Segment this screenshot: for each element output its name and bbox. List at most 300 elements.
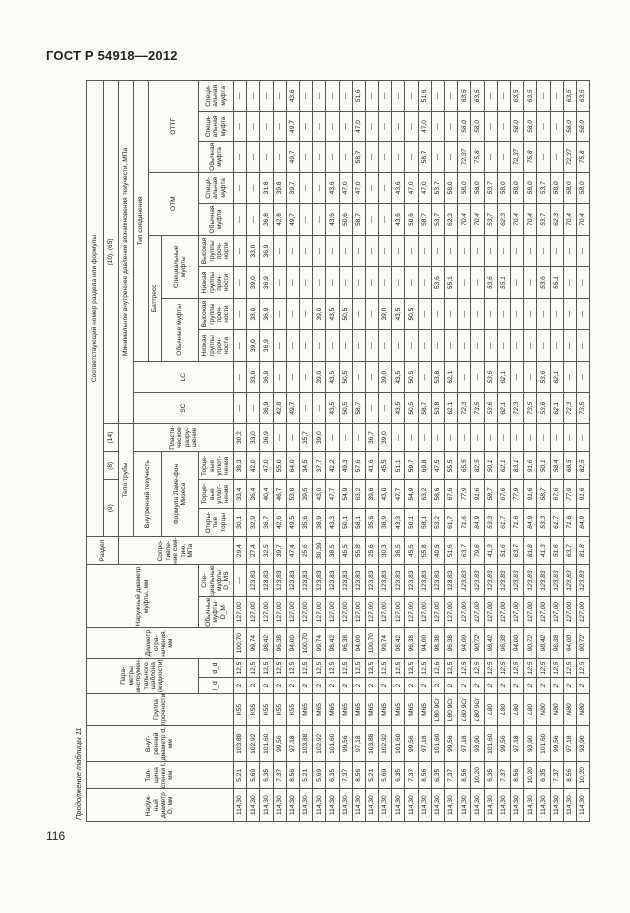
hdr-sec-9: (9)	[104, 480, 119, 537]
table-cell: —	[484, 235, 497, 267]
table-cell: —	[524, 423, 537, 451]
table-cell: —	[339, 423, 352, 451]
table-cell: —	[445, 235, 458, 267]
table-cell: —	[286, 330, 299, 362]
table-cell: 7,37	[445, 762, 458, 789]
table-cell: —	[339, 81, 352, 112]
table-cell: 100,70	[234, 628, 247, 658]
table-cell: 37,7	[313, 452, 326, 480]
hdr-otg-special-2: Специальная муфта	[199, 81, 234, 112]
table-cell: 50,1	[537, 452, 550, 480]
table-cell: 49,7	[286, 393, 299, 423]
table-row	[405, 81, 418, 822]
table-cell: 43,0	[379, 480, 392, 508]
table-cell: 42,8	[273, 204, 286, 236]
table-cell: —	[576, 361, 589, 393]
table-cell: 2	[392, 678, 405, 693]
table-cell: 123,83	[524, 565, 537, 597]
table-cell: 94,00	[458, 628, 471, 658]
table-cell: —	[365, 298, 378, 330]
table-cell: 63,5	[576, 81, 589, 112]
hdr-otm-regular: Обычная муфта	[199, 204, 234, 236]
table-cell: М65	[392, 693, 405, 726]
table-cell: 39,0	[379, 298, 392, 330]
hdr-otm: ОТМ	[149, 172, 199, 235]
table-row	[299, 81, 312, 822]
hdr-section: Раздел	[87, 537, 119, 565]
table-cell: —	[379, 393, 392, 423]
table-cell: 63,7	[458, 537, 471, 565]
table-cell: 127,00	[299, 596, 312, 628]
table-cell: —	[418, 267, 431, 299]
table-cell: 114,30	[458, 789, 471, 822]
table-cell: 73,5	[576, 393, 589, 423]
table-cell: —	[234, 565, 247, 597]
table-cell: 96,38	[273, 628, 286, 658]
table-cell: 54,9	[339, 480, 352, 508]
table-cell: —	[260, 111, 273, 141]
table-cell: 50,6	[405, 204, 418, 236]
table-cell: 12,5	[392, 658, 405, 678]
table-cell: —	[234, 361, 247, 393]
table-cell: 47,0	[260, 452, 273, 480]
table-cell: —	[550, 142, 563, 172]
table-cell: 53,3	[484, 508, 497, 536]
table-cell: —	[418, 330, 431, 362]
table-cell: —	[497, 235, 510, 267]
table-cell: —	[471, 298, 484, 330]
table-cell: 33,0	[247, 298, 260, 330]
table-cell: 101,60	[326, 726, 339, 762]
table-cell: —	[379, 267, 392, 299]
table-cell: —	[247, 393, 260, 423]
table-cell: 39,0	[313, 298, 326, 330]
table-cell: 63,2	[418, 480, 431, 508]
table-cell: 36,9	[260, 267, 273, 299]
table-cell: —	[537, 81, 550, 112]
table-cell: 72,37	[510, 142, 523, 172]
table-row	[524, 81, 537, 822]
table-cell: 123,83	[247, 565, 260, 597]
table-cell: 53,7	[484, 172, 497, 204]
table-cell: 47,0	[418, 111, 431, 141]
table-cell: 55,1	[445, 267, 458, 299]
table-cell: 98,42	[260, 628, 273, 658]
table-cell: 42,6	[273, 508, 286, 536]
table-cell: —	[405, 235, 418, 267]
table-cell: 50,1	[484, 452, 497, 480]
table-cell: 127,00	[405, 596, 418, 628]
table-cell: 114,30	[392, 789, 405, 822]
table-cell: —	[445, 111, 458, 141]
table-cell: —	[510, 423, 523, 451]
table-cell: 97,18	[510, 726, 523, 762]
table-cell: —	[247, 172, 260, 204]
table-cell: 114,30	[247, 789, 260, 822]
hdr-collapse: Сопротивление смятию, МПа	[119, 537, 234, 565]
table-cell: М65	[379, 693, 392, 726]
table-cell: 50,5	[339, 361, 352, 393]
table-cell: 114,30	[431, 789, 444, 822]
table-cell: 45,5	[379, 452, 392, 480]
hdr-min-internal-yield: Минимальное внутреннее давление возникновения текучести, МПа	[119, 81, 134, 424]
table-cell: К55	[286, 693, 299, 726]
table-cell: 39,5	[299, 480, 312, 508]
table-cell: 36,5	[326, 537, 339, 565]
table-cell: —	[458, 235, 471, 267]
table-cell: 36,9	[260, 393, 273, 423]
table-cell: 63,5	[563, 81, 576, 112]
table-cell: 43,0	[313, 480, 326, 508]
hdr-lc: LC	[134, 361, 234, 393]
table-cell: 127,00	[273, 596, 286, 628]
table-cell: 96,38	[339, 628, 352, 658]
table-cell: —	[550, 298, 563, 330]
table-cell: 2	[260, 678, 273, 693]
table-cell: 53,8	[431, 361, 444, 393]
table-cell: 90,72	[576, 628, 589, 658]
table-cell: 58,0	[576, 172, 589, 204]
hdr-coupling-special: Специальные муфты D_MS	[199, 565, 234, 597]
table-cell: 62,1	[497, 452, 510, 480]
table-cell: —	[379, 81, 392, 112]
table-cell: 5,69	[379, 762, 392, 789]
table-cell: 12,5	[497, 658, 510, 678]
table-cell: 91,6	[471, 480, 484, 508]
table-cell: 49,5	[286, 508, 299, 536]
table-cell: —	[405, 111, 418, 141]
table-cell: 50,5	[405, 298, 418, 330]
table-cell: —	[576, 267, 589, 299]
table-cell: —	[365, 142, 378, 172]
table-cell: —	[431, 142, 444, 172]
table-cell: 12,5	[563, 658, 576, 678]
table-cell: 102,92	[379, 726, 392, 762]
table-cell: 53,7	[431, 172, 444, 204]
table-cell: 58,4	[550, 452, 563, 480]
table-cell: 2	[497, 678, 510, 693]
table-cell: 35,6	[299, 508, 312, 536]
table-cell: 2	[273, 678, 286, 693]
table-cell: 47,0	[418, 172, 431, 204]
table-cell: —	[299, 298, 312, 330]
table-cell: —	[365, 330, 378, 362]
table-cell: —	[537, 142, 550, 172]
table-cell: L80	[510, 693, 523, 726]
rotated-table-area	[72, 80, 587, 822]
table-cell: —	[458, 330, 471, 362]
table-cell: 123,83	[299, 565, 312, 597]
table-cell: 55,0	[273, 452, 286, 480]
table-cell: 58,0	[576, 111, 589, 141]
table-cell: 2	[365, 678, 378, 693]
table-cell: 39,0	[379, 361, 392, 393]
table-cell: 33,0	[247, 361, 260, 393]
table-cell: 58,6	[431, 480, 444, 508]
table-cell: 59,7	[405, 452, 418, 480]
table-cell: —	[524, 235, 537, 267]
table-cell: 127,00	[497, 596, 510, 628]
table-cell: 100,70	[299, 628, 312, 658]
table-cell: 36,9	[260, 298, 273, 330]
hdr-thread-type: Тип соединения	[134, 81, 149, 362]
table-cell: —	[563, 235, 576, 267]
table-cell: 12,5	[339, 658, 352, 678]
table-cell: —	[247, 142, 260, 172]
table-cell: 53,8	[286, 480, 299, 508]
table-cell: 58,0	[497, 172, 510, 204]
table-cell: 51,6	[352, 81, 365, 112]
hdr-rupture: Пластическое разрушение	[134, 423, 234, 451]
table-cell: 127,00	[313, 596, 326, 628]
table-cell: 93,90	[524, 726, 537, 762]
table-cell: —	[234, 267, 247, 299]
table-row	[484, 81, 497, 822]
table-cell: —	[352, 235, 365, 267]
table-cell: 101,60	[484, 726, 497, 762]
table-cell: 34,5	[299, 452, 312, 480]
table-row	[326, 81, 339, 822]
table-cell: —	[247, 111, 260, 141]
table-cell: L80 9Cr	[471, 693, 484, 726]
table-row	[418, 81, 431, 822]
table-row	[458, 81, 471, 822]
table-cell: 2	[418, 678, 431, 693]
table-cell: 58,0	[458, 172, 471, 204]
table-cell: —	[471, 423, 484, 451]
table-cell: —	[365, 235, 378, 267]
table-cell: 12,5	[550, 658, 563, 678]
table-row	[247, 81, 260, 822]
table-cell: 38,9	[379, 508, 392, 536]
table-cell: 123,83	[510, 565, 523, 597]
table-cell: 25,6	[365, 537, 378, 565]
table-cell: 6,35	[537, 762, 550, 789]
table-row	[313, 81, 326, 822]
table-cell: —	[339, 330, 352, 362]
hdr-end-open: Открытые торцы	[199, 508, 234, 536]
table-cell: —	[576, 330, 589, 362]
table-cell: —	[286, 235, 299, 267]
table-cell: —	[484, 142, 497, 172]
table-row	[576, 81, 589, 822]
table-cell: К55	[260, 693, 273, 726]
table-cell: —	[550, 423, 563, 451]
table-cell: 70,4	[510, 204, 523, 236]
table-cell: 12,5	[313, 658, 326, 678]
rotated-table-content	[72, 80, 587, 822]
table-cell: —	[497, 111, 510, 141]
table-cell: —	[286, 361, 299, 393]
table-cell: 70,4	[576, 204, 589, 236]
table-cell: —	[273, 423, 286, 451]
table-cell: 47,7	[392, 480, 405, 508]
table-cell: 39,8	[273, 172, 286, 204]
table-cell: 6,35	[260, 762, 273, 789]
table-cell: 96,38	[405, 628, 418, 658]
table-cell: —	[247, 204, 260, 236]
table-cell: 62,3	[550, 204, 563, 236]
table-cell: 45,5	[405, 537, 418, 565]
table-cell: 63,5	[471, 81, 484, 112]
table-cell: —	[234, 393, 247, 423]
table-row	[234, 81, 247, 822]
table-cell: 2	[326, 678, 339, 693]
table-cell: —	[576, 423, 589, 451]
table-cell: 2	[431, 678, 444, 693]
table-cell: 51,6	[445, 537, 458, 565]
table-cell: —	[431, 81, 444, 112]
table-cell: —	[365, 393, 378, 423]
page-number: 116	[46, 829, 66, 843]
table-cell: 99,56	[497, 726, 510, 762]
table-cell: 49,7	[286, 111, 299, 141]
table-cell: —	[339, 235, 352, 267]
table-cell: —	[273, 267, 286, 299]
table-cell: —	[484, 330, 497, 362]
table-cell: —	[365, 111, 378, 141]
table-cell: —	[550, 81, 563, 112]
table-cell: —	[299, 393, 312, 423]
table-cell: 68,5	[563, 452, 576, 480]
table-cell: —	[392, 330, 405, 362]
table-cell: 50,1	[405, 508, 418, 536]
table-cell: L80 9Cr	[445, 693, 458, 726]
table-cell: 114,30	[497, 789, 510, 822]
table-cell: 114,30	[313, 789, 326, 822]
table-cell: 70,4	[458, 204, 471, 236]
table-cell: 47,0	[352, 111, 365, 141]
table-cell: 58,0	[471, 111, 484, 141]
table-cell: 6,35	[431, 762, 444, 789]
table-cell: —	[365, 204, 378, 236]
table-cell: 127,00	[286, 596, 299, 628]
table-cell: —	[510, 298, 523, 330]
table-cell: 2	[247, 678, 260, 693]
table-cell: —	[326, 330, 339, 362]
table-cell: М65	[339, 693, 352, 726]
table-cell: —	[576, 298, 589, 330]
table-cell: 29,4	[234, 537, 247, 565]
table-cell: 96,38	[550, 628, 563, 658]
table-cell: —	[431, 298, 444, 330]
table-cell: 67,6	[445, 480, 458, 508]
table-cell: 79,6	[471, 537, 484, 565]
table-cell: 114,30	[445, 789, 458, 822]
table-cell: 53,8	[431, 393, 444, 423]
table-cell: 77,9	[458, 480, 471, 508]
table-cell: М65	[352, 693, 365, 726]
table-cell: N80	[537, 693, 550, 726]
table-cell: 12,6	[431, 658, 444, 678]
table-cell: 38,9	[313, 508, 326, 536]
table-cell: 114,30	[352, 789, 365, 822]
table-cell: —	[537, 330, 550, 362]
table-cell: —	[313, 142, 326, 172]
table-cell: 54,9	[405, 480, 418, 508]
table-cell: 12,5	[484, 658, 497, 678]
table-cell: —	[471, 267, 484, 299]
table-cell: 58,0	[458, 111, 471, 141]
table-cell: 62,3	[445, 204, 458, 236]
table-cell: —	[365, 361, 378, 393]
table-cell: 53,7	[537, 204, 550, 236]
table-cell: 43,6	[326, 172, 339, 204]
table-cell: 58,7	[418, 393, 431, 423]
table-row	[510, 81, 523, 822]
table-cell: 50,6	[339, 204, 352, 236]
table-cell: —	[234, 298, 247, 330]
table-cell: 101,60	[431, 726, 444, 762]
table-cell: 39,0	[247, 267, 260, 299]
table-cell: 83,1	[510, 452, 523, 480]
table-cell: 6,35	[484, 762, 497, 789]
table-cell: 32,5	[260, 537, 273, 565]
table-cell: —	[379, 330, 392, 362]
table-cell: 63,5	[510, 81, 523, 112]
table-cell: 7,37	[497, 762, 510, 789]
table-row	[365, 81, 378, 822]
table-cell: 72,37	[458, 142, 471, 172]
table-cell: 58,0	[471, 172, 484, 204]
table-cell: —	[445, 330, 458, 362]
table-cell: 62,1	[497, 361, 510, 393]
table-cell: —	[273, 298, 286, 330]
table-cell: 53,7	[537, 172, 550, 204]
table-cell: —	[299, 142, 312, 172]
table-cell: 94,00	[418, 628, 431, 658]
table-cell: 123,83	[418, 565, 431, 597]
table-cell: 53,6	[537, 393, 550, 423]
table-cell: —	[273, 361, 286, 393]
table-cell: 81,8	[576, 537, 589, 565]
table-cell: 94,00	[286, 628, 299, 658]
table-cell: 36,9	[260, 235, 273, 267]
table-cell: —	[484, 81, 497, 112]
table-cell: —	[431, 423, 444, 451]
table-cell: —	[471, 330, 484, 362]
table-cell: 58,7	[537, 480, 550, 508]
table-cell: 96,38	[497, 628, 510, 658]
table-cell: 39,7	[286, 172, 299, 204]
table-cell: 2	[458, 678, 471, 693]
hdr-buttress-special-high: Высокая группы прочности	[199, 235, 234, 267]
table-cell: L80	[484, 693, 497, 726]
table-cell: 2	[445, 678, 458, 693]
table-row	[537, 81, 550, 822]
table-cell: 5,21	[365, 762, 378, 789]
table-cell: 97,18	[352, 726, 365, 762]
table-cell: 63,2	[352, 480, 365, 508]
table-cell: 127,00	[576, 596, 589, 628]
table-cell: 94,00	[563, 628, 576, 658]
table-cell: 53,6	[484, 361, 497, 393]
table-cell: 55,1	[550, 267, 563, 299]
table-cell: 36,5	[392, 537, 405, 565]
table-cell: 12,5	[352, 658, 365, 678]
table-cell: 114,30	[379, 789, 392, 822]
table-cell: 99,56	[339, 726, 352, 762]
table-cell: 58,7	[418, 204, 431, 236]
table-cell: 98,42	[484, 628, 497, 658]
table-cell: 43,5	[392, 361, 405, 393]
table-cell: 47,5	[431, 452, 444, 480]
table-cell: 127,00	[510, 596, 523, 628]
table-cell: —	[234, 81, 247, 112]
table-cell: —	[273, 330, 286, 362]
table-body	[234, 81, 590, 822]
table-cell: —	[537, 235, 550, 267]
